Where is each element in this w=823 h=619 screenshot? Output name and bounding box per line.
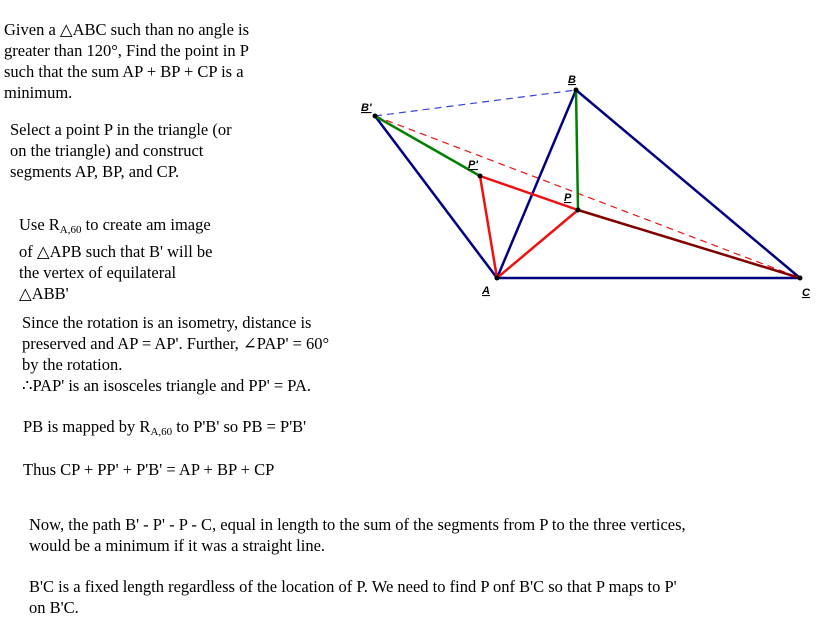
segment-bprime-pprime xyxy=(375,116,480,176)
segment-bp xyxy=(576,90,578,210)
rotation-subscript: A,60 xyxy=(150,426,173,438)
segment-a-pprime xyxy=(480,176,497,278)
step2-line-4 xyxy=(19,283,213,304)
point-c xyxy=(798,276,803,281)
step2-line-3: the vertex of equilateral xyxy=(19,263,177,282)
intro-line-1-pre: Given a xyxy=(4,20,60,39)
step2-line-1 xyxy=(19,214,213,241)
point-pprime xyxy=(478,174,483,179)
step2-line-2-post: APB such that B' will be xyxy=(49,242,213,261)
triangle-symbol: △ xyxy=(36,242,50,261)
label-a: A xyxy=(482,285,490,297)
intro-line-3: such that the sum AP + BP + CP is a xyxy=(4,62,244,81)
step2-line-4-post: ABB' xyxy=(31,284,69,303)
step6-line-2: would be a minimum if it was a straight line. xyxy=(29,536,326,555)
intro-line-2: greater than 120°, Find the point in P xyxy=(4,41,249,60)
label-c: C xyxy=(802,287,810,299)
step4-line xyxy=(23,416,306,443)
segment-pc xyxy=(578,210,800,278)
step4-post: to P'B' so PB = P'B' xyxy=(172,417,307,436)
label-bprime: B' xyxy=(361,102,372,114)
step3-text xyxy=(22,312,329,396)
step3-line-2: preserved and AP = AP'. Further, ∠PAP' = 60° xyxy=(22,334,330,353)
step4-pre: PB is mapped by R xyxy=(23,417,151,436)
point-a xyxy=(495,276,500,281)
segment-bc xyxy=(576,90,800,278)
step6-line-1: Now, the path B' - P' - P - C, equal in length to the sum of the segments from P to the three vertices, xyxy=(29,515,686,534)
intro-text xyxy=(4,19,249,103)
point-p xyxy=(576,208,581,213)
step4-text xyxy=(23,416,306,443)
step1-text xyxy=(10,119,232,182)
intro-line-4: minimum. xyxy=(4,83,73,102)
intro-line-1 xyxy=(4,19,249,40)
point-bprime xyxy=(373,114,378,119)
label-p: P xyxy=(564,192,572,204)
segment-ab xyxy=(497,90,576,278)
step2-line-1-post: to create am image xyxy=(81,215,211,234)
step1-line-3: segments AP, BP, and CP. xyxy=(10,162,180,181)
step3-line-4: ∴PAP' is an isosceles triangle and PP' = PA. xyxy=(22,376,312,395)
step3-line-3: by the rotation. xyxy=(22,355,123,374)
step3-line-1: Since the rotation is an isometry, distance is xyxy=(22,313,312,332)
step7-line-1: B'C is a fixed length regardless of the location of P. We need to find P onf B'C so that P maps to P' xyxy=(29,577,677,596)
step7-line-2: on B'C. xyxy=(29,598,79,617)
label-pprime: P' xyxy=(468,159,478,171)
triangle-symbol: △ xyxy=(59,20,73,39)
step1-line-2: on the triangle) and construct xyxy=(10,141,204,160)
segment-a-bprime xyxy=(375,116,497,278)
triangle-symbol: △ xyxy=(19,284,32,303)
rotation-subscript: A,60 xyxy=(59,224,82,236)
step2-line-1-pre: Use R xyxy=(19,215,60,234)
step2-text xyxy=(19,214,213,304)
step5-line: Thus CP + PP' + P'B' = AP + BP + CP xyxy=(23,460,275,479)
step6-text xyxy=(29,514,686,556)
dashed-line-bprime-c xyxy=(375,116,800,278)
dashed-line-bprime-b xyxy=(375,90,576,116)
step2-line-2 xyxy=(19,241,213,262)
label-b: B xyxy=(568,74,576,86)
step1-line-1: Select a point P in the triangle (or xyxy=(10,120,232,139)
step7-text xyxy=(29,576,677,618)
step5-text xyxy=(23,459,274,480)
step2-line-2-pre: of xyxy=(19,242,37,261)
segment-ap xyxy=(497,210,578,278)
intro-line-1-post: ABC such than no angle is xyxy=(72,20,250,39)
point-b xyxy=(574,88,579,93)
